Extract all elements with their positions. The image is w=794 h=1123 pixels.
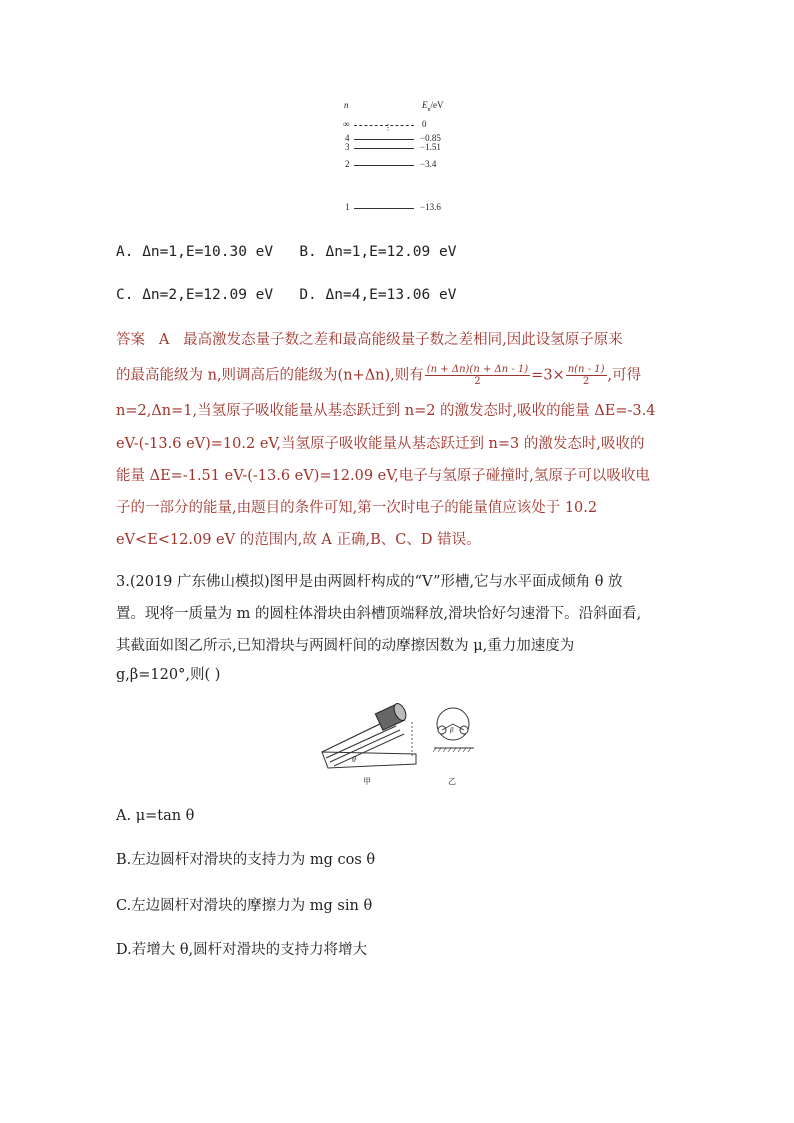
ellipsis-mark: ⋮ [384, 123, 392, 132]
fraction-2-numerator: n(n - 1) [567, 364, 605, 375]
answer-text-2c: ,可得 [607, 367, 642, 384]
answer-line-7: eV<E<12.09 eV 的范围内,故 A 正确,B、C、D 错误。 [116, 532, 481, 548]
level-n-4: 4 [345, 133, 350, 143]
energy-level-diagram [340, 98, 460, 218]
level-e-1: −13.6 [420, 202, 441, 212]
q3-line-1: 3.(2019 广东佛山模拟)图甲是由两圆杆构成的“V”形槽,它与水平面成倾角 θ 放 [116, 574, 623, 590]
q3-line-4: g,β=120°,则( ) [116, 667, 221, 683]
rail-back [330, 730, 400, 762]
fraction-1-numerator: (n + Δn)(n + Δn - 1) [426, 364, 529, 375]
level-n-inf: ∞ [343, 119, 350, 129]
answer-choice: A [158, 332, 170, 348]
answer-line-5: 能量 ΔE=-1.51 eV-(-13.6 eV)=12.09 eV,电子与氢原子碰撞时,氢原子可以吸收电 [116, 468, 650, 484]
level-n-1: 1 [345, 202, 350, 212]
theta-label: θ [352, 755, 356, 764]
q3-option-a: A. μ=tan θ [116, 808, 195, 824]
answer-text-1: 最高激发态量子数之差和最高能级量子数之差相同,因此设氢原子原来 [183, 332, 623, 348]
level-e-inf: 0 [422, 119, 427, 129]
fraction-2-denominator: 2 [582, 376, 590, 387]
level-line-1 [354, 208, 414, 209]
cylinder-block [375, 702, 408, 730]
q2-options-row-2: C. Δn=2,E=12.09 eV D. Δn=4,E=13.06 eV [116, 287, 457, 303]
q3-line-2: 置。现将一质量为 m 的圆柱体滑块由斜槽顶端释放,滑块恰好匀速滑下。沿斜面看, [116, 606, 642, 622]
answer-line-6: 子的一部分的能量,由题目的条件可知,第一次时电子的能量值应该处于 10.2 [116, 500, 598, 516]
level-line-2 [354, 165, 414, 166]
q2-options-row-1: A. Δn=1,E=10.30 eV B. Δn=1,E=12.09 eV [116, 244, 457, 260]
axis-label-energy: $E_n/eV$ [422, 100, 444, 113]
v-groove-figure [316, 700, 496, 790]
axis-label-n: n [344, 100, 349, 110]
q3-option-b: B.左边圆杆对滑块的支持力为 mg cos θ [116, 852, 376, 868]
fraction-1 [425, 364, 530, 387]
incline-base [322, 752, 416, 768]
q3-line-3: 其截面如图乙所示,已知滑块与两圆杆间的动摩擦因数为 μ,重力加速度为 [116, 638, 575, 654]
answer-line-3: n=2,Δn=1,当氢原子吸收能量从基态跃迁到 n=2 的激发态时,吸收的能量 ΔE=-3.4 [116, 403, 656, 419]
rail-front [322, 720, 388, 752]
beta-label: β [450, 726, 454, 734]
answer-label: 答案 [116, 332, 145, 348]
answer-line-4: eV-(-13.6 eV)=10.2 eV,当氢原子吸收能量从基态跃迁到 n=3 的激发态时,吸收的 [116, 436, 645, 452]
level-n-3: 3 [345, 142, 350, 152]
answer-text-2b: =3× [531, 367, 565, 384]
q3-option-c: C.左边圆杆对滑块的摩擦力为 mg sin θ [116, 898, 373, 914]
level-e-4: −0.85 [420, 133, 441, 143]
label-yi: 乙 [448, 777, 456, 786]
level-line-3 [354, 148, 414, 149]
q3-option-d: D.若增大 θ,圆杆对滑块的支持力将增大 [116, 942, 368, 958]
ground-hatch [433, 748, 471, 752]
answer-line-1 [116, 330, 623, 350]
fraction-1-denominator: 2 [474, 376, 481, 387]
answer-line-2 [116, 364, 641, 387]
fraction-2 [566, 364, 607, 387]
level-e-2: −3.4 [420, 159, 437, 169]
label-jia: 甲 [363, 777, 371, 786]
level-e-3: −1.51 [420, 142, 441, 152]
answer-text-2a: 的最高能级为 n,则调高后的能级为(n+Δn),则有 [116, 367, 424, 384]
level-n-2: 2 [345, 159, 350, 169]
level-line-4 [354, 139, 414, 140]
